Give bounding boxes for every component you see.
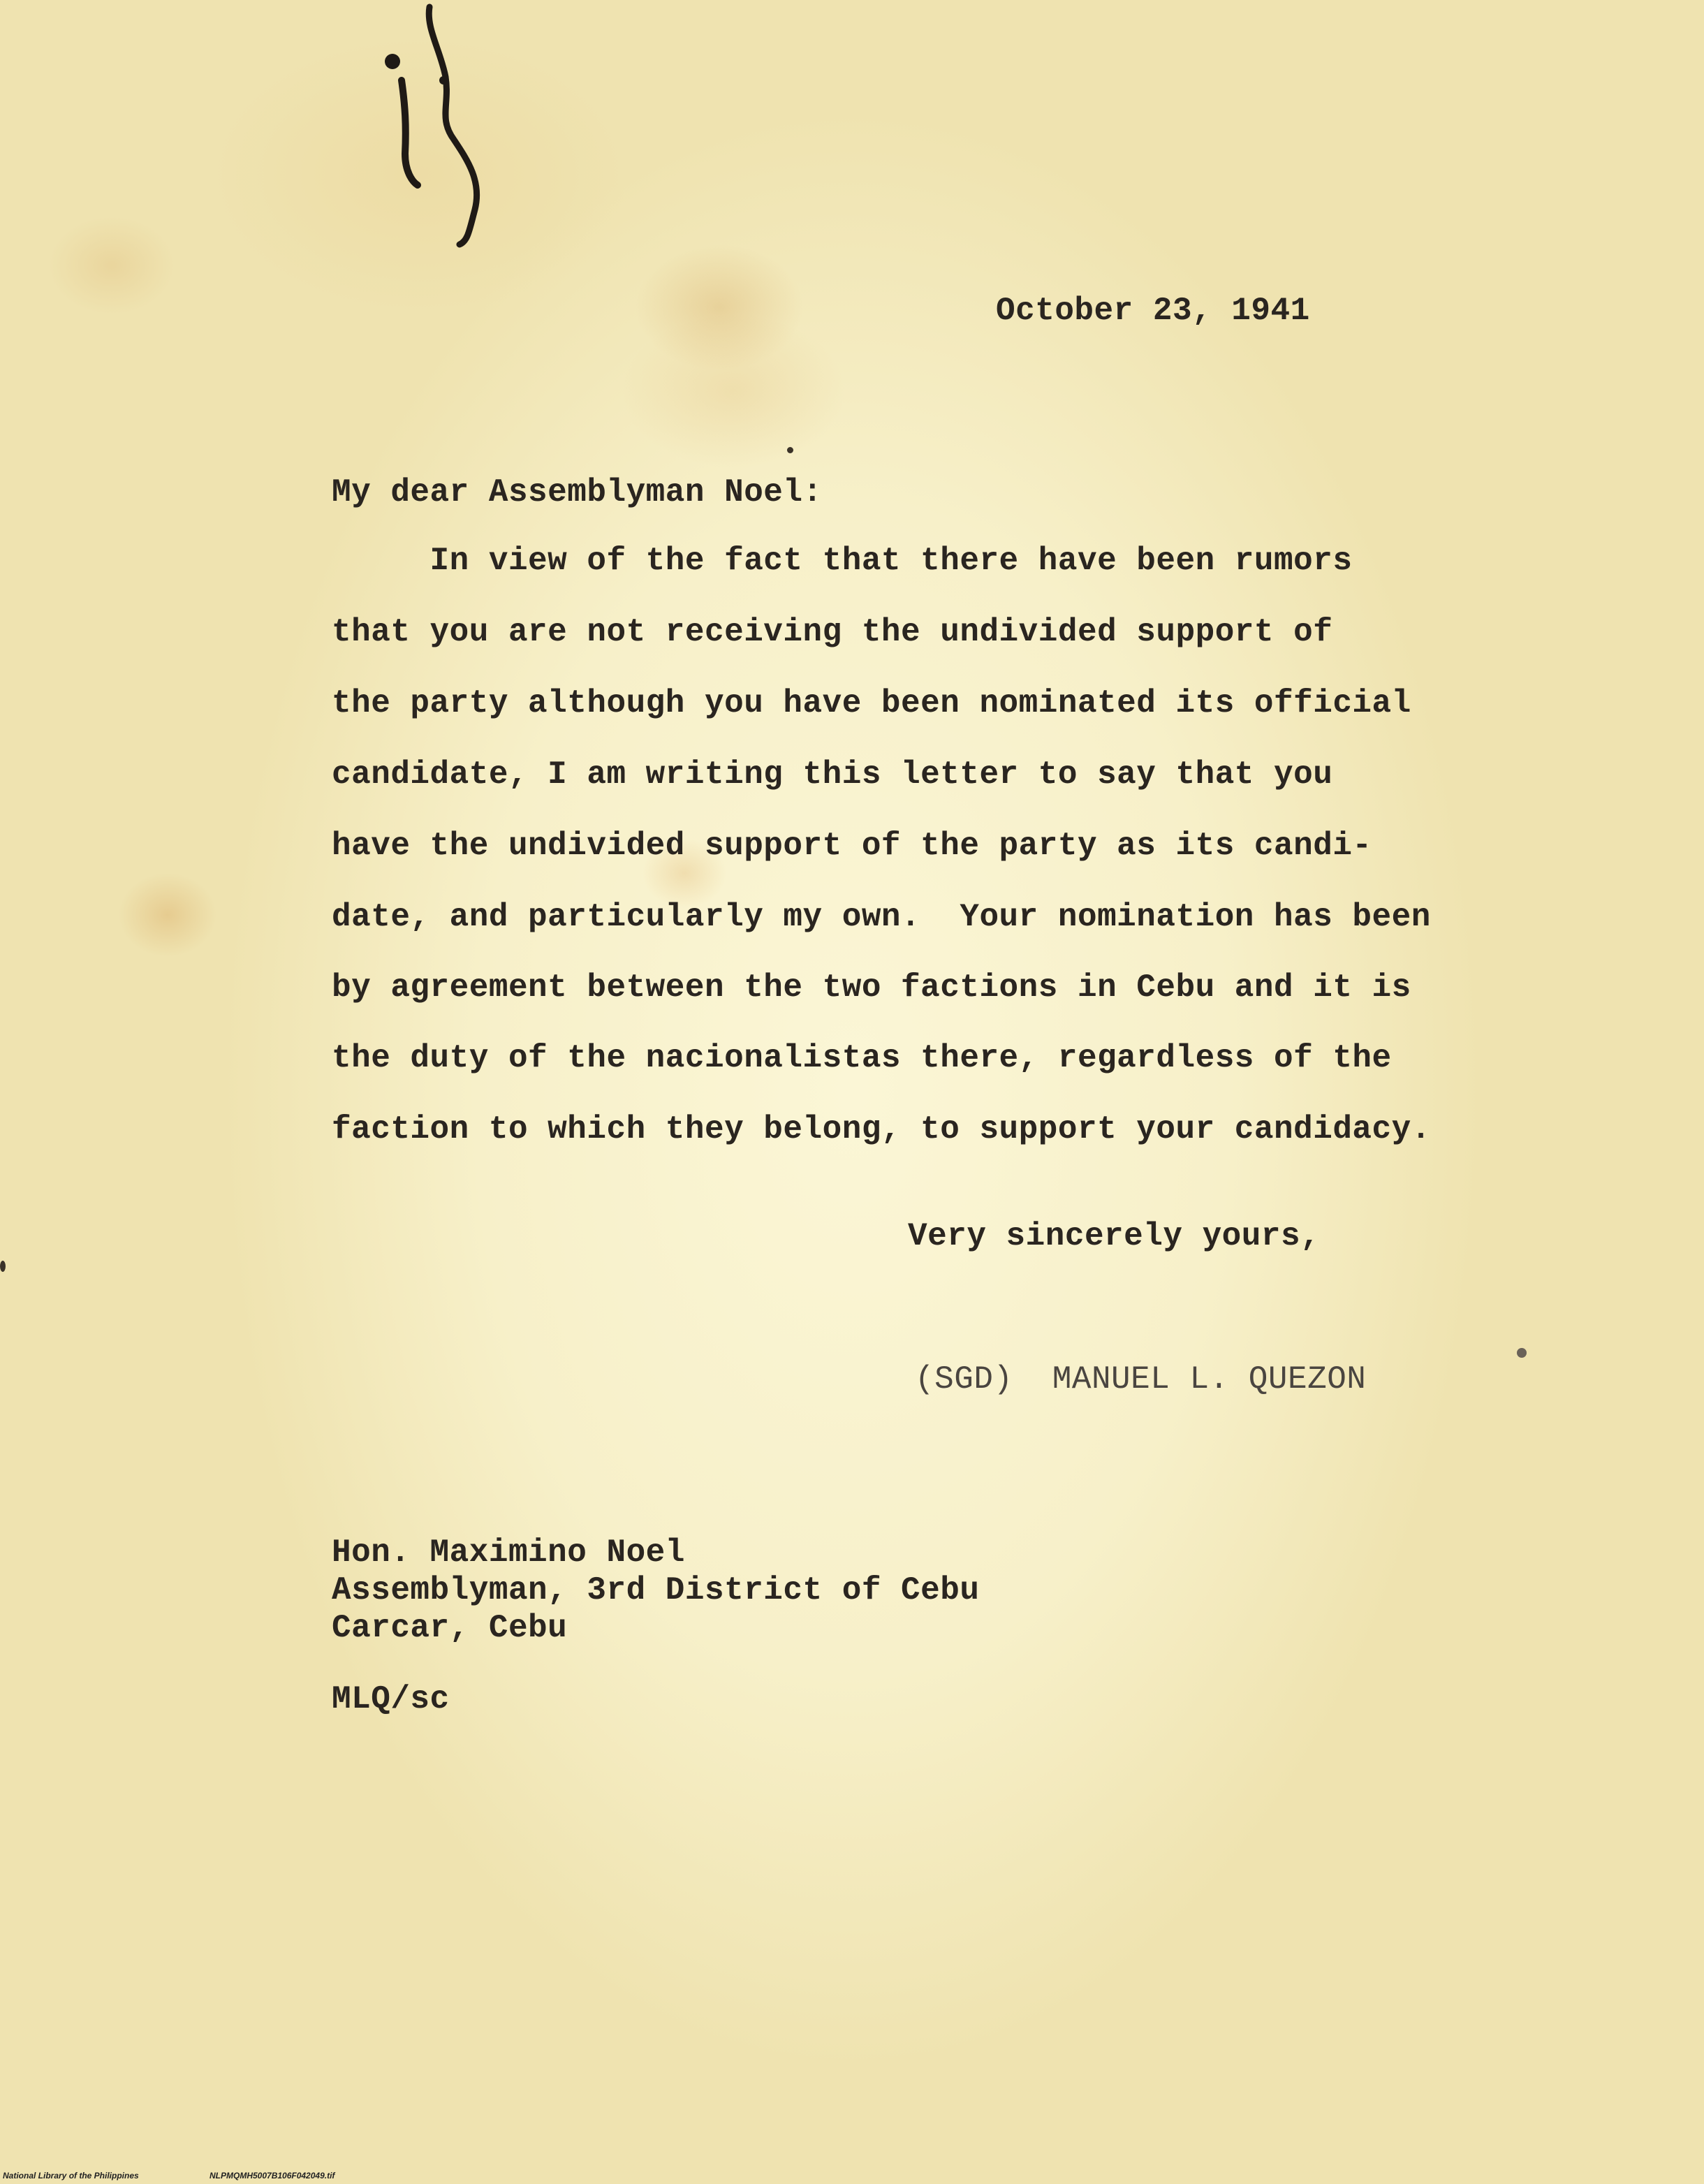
recipient-title: Assemblyman, 3rd District of Cebu <box>332 1572 980 1608</box>
body-line: have the undivided support of the party as its candi- <box>332 828 1372 864</box>
signature-line: (SGD) MANUEL L. QUEZON <box>915 1361 1367 1398</box>
complimentary-closing: Very sincerely yours, <box>908 1218 1321 1254</box>
archive-institution-label: National Library of the Philippines <box>3 2171 139 2181</box>
body-line: that you are not receiving the undivided support of <box>332 614 1333 650</box>
body-line: faction to which they belong, to support your candidacy. <box>332 1111 1431 1148</box>
recipient-location: Carcar, Cebu <box>332 1610 568 1646</box>
body-line: the party although you have been nominated its official <box>332 685 1411 721</box>
letter-date: October 23, 1941 <box>996 293 1310 329</box>
body-line: the duty of the nacionalistas there, regardless of the <box>332 1040 1392 1076</box>
body-line: by agreement between the two factions in Cebu and it is <box>332 969 1411 1006</box>
body-line: date, and particularly my own. Your nomination has been <box>332 899 1431 935</box>
salutation: My dear Assemblyman Noel: <box>332 474 823 511</box>
recipient-name: Hon. Maximino Noel <box>332 1534 685 1571</box>
body-line: In view of the fact that there have been rumors <box>332 543 1353 579</box>
ink-speck <box>1517 1348 1527 1358</box>
ink-speck <box>787 447 793 453</box>
reference-initials: MLQ/sc <box>332 1681 450 1717</box>
body-line: candidate, I am writing this letter to say that you <box>332 756 1333 793</box>
handwritten-mark-icon <box>363 0 503 265</box>
archive-filename-label: NLPMQMH5007B106F042049.tif <box>210 2171 335 2181</box>
ink-speck <box>0 1261 6 1272</box>
